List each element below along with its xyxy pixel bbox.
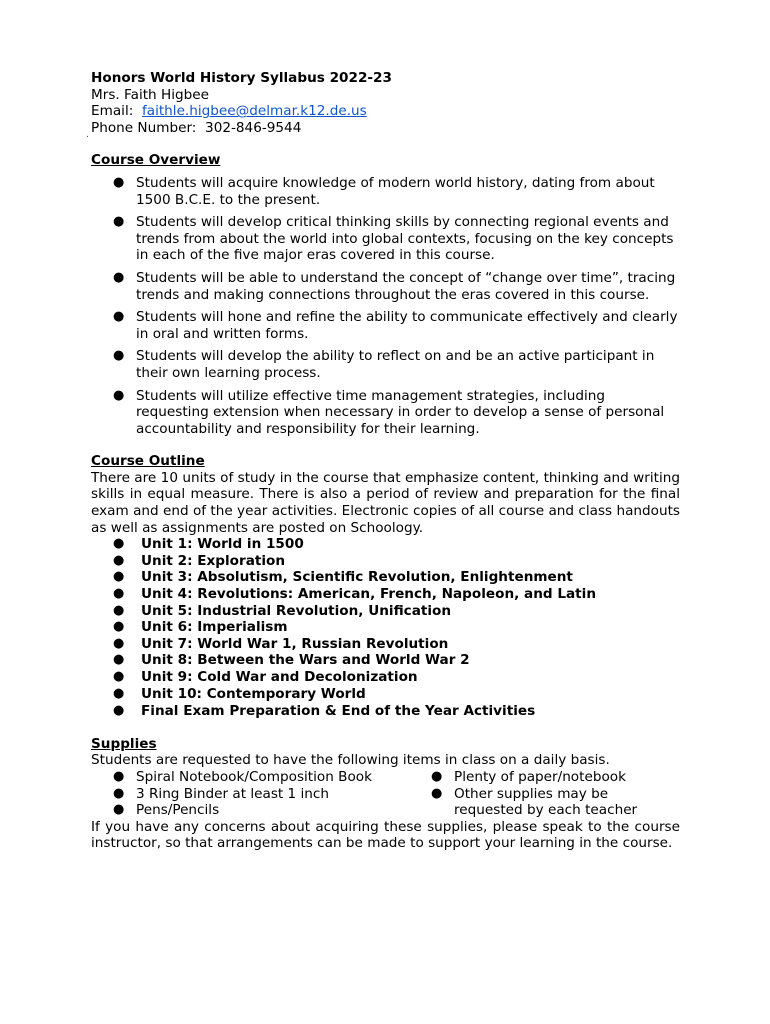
stray-mark: . — [86, 130, 89, 140]
course-overview-heading: Course Overview — [91, 152, 221, 169]
unit-item — [91, 686, 680, 703]
document-header — [91, 70, 680, 136]
email-line — [91, 103, 680, 120]
supply-item — [91, 786, 409, 803]
overview-item — [91, 348, 680, 381]
phone-label: Phone Number: — [91, 119, 197, 136]
unit-item-text: Unit 8: Between the Wars and World War 2 — [141, 652, 470, 669]
phone-line — [91, 120, 680, 137]
overview-item-text: Students will utilize effective time management strategies, including requesting extension when necessary in order to develop a sense of personal accountability and responsibility for their learning. — [136, 387, 665, 437]
overview-item — [91, 388, 680, 438]
supply-item-text: Other supplies may be requested by each teacher — [454, 785, 638, 819]
supply-item — [409, 769, 680, 786]
bullet-icon: ● — [113, 214, 125, 230]
unit-item-text: Unit 4: Revolutions: American, French, Napoleon, and Latin — [141, 586, 597, 603]
bullet-icon: ● — [431, 768, 443, 784]
unit-item-text: Unit 10: Contemporary World — [141, 685, 366, 702]
bullet-icon: ● — [113, 635, 125, 651]
unit-item — [91, 553, 680, 570]
bullet-icon: ● — [113, 669, 125, 684]
supply-item-text: Spiral Notebook/Composition Book — [136, 768, 372, 785]
document-title: Honors World History Syllabus 2022-23 — [91, 70, 392, 86]
supplies-right-list — [409, 769, 680, 819]
supplies-section — [91, 736, 680, 852]
unit-item-text: Unit 2: Exploration — [141, 552, 286, 569]
unit-item — [91, 603, 680, 620]
unit-item — [91, 536, 680, 553]
unit-item-text: Unit 9: Cold War and Decolonization — [141, 669, 418, 685]
bullet-icon: ● — [113, 387, 125, 403]
overview-item-text: Students will acquire knowledge of modern world history, dating from about 1500 B.C.E. to the present. — [136, 174, 655, 208]
bullet-icon: ● — [113, 536, 125, 552]
supply-item — [409, 786, 680, 819]
unit-item — [91, 569, 680, 586]
units-list — [91, 536, 680, 720]
unit-item-text: Unit 1: World in 1500 — [141, 536, 304, 553]
supply-item-text: 3 Ring Binder at least 1 inch — [136, 785, 330, 802]
bullet-icon: ● — [113, 309, 125, 325]
unit-item-text: Unit 5: Industrial Revolution, Unification — [141, 602, 452, 619]
unit-item-text: Unit 7: World War 1, Russian Revolution — [141, 635, 449, 652]
overview-item — [91, 175, 680, 208]
supplies-heading: Supplies — [91, 735, 157, 752]
bullet-icon: ● — [113, 802, 125, 818]
overview-item-text: Students will hone and refine the ability to communicate effectively and clearly in oral and written forms. — [136, 309, 678, 342]
bullet-icon: ● — [113, 685, 125, 701]
overview-list — [91, 175, 680, 437]
bullet-icon: ● — [113, 569, 125, 585]
supply-item-text: Plenty of paper/notebook — [454, 768, 626, 785]
bullet-icon: ● — [113, 269, 125, 285]
unit-item-text: Unit 3: Absolutism, Scientific Revolution, Enlightenment — [141, 569, 573, 586]
unit-item — [91, 619, 680, 636]
teacher-name: Mrs. Faith Higbee — [91, 86, 209, 103]
document-body — [91, 70, 680, 852]
bullet-icon: ● — [431, 785, 443, 801]
overview-item — [91, 214, 680, 264]
overview-item-text: Students will develop the ability to reflect on and be an active participant in their own learning process. — [136, 348, 655, 381]
unit-item — [91, 652, 680, 669]
overview-item-text: Students will be able to understand the concept of “change over time”, tracing trends and making connections throughout the eras covered in this course. — [136, 269, 676, 303]
course-outline-section — [91, 453, 680, 720]
course-outline-heading: Course Outline — [91, 453, 205, 470]
supply-item — [91, 802, 409, 819]
unit-item-text: Final Exam Preparation & End of the Year Activities — [141, 703, 536, 720]
course-overview-section — [91, 152, 680, 437]
supplies-left-list — [91, 769, 409, 819]
email-label: Email: — [91, 103, 134, 120]
course-outline-intro: There are 10 units of study in the course that emphasize content, thinking and writing skills in equal measure. There is also a period of review and preparation for the final exam and end of the year activities. Electronic copies of all course and class handouts as well as assignments are posted on Schoology. — [91, 469, 680, 536]
supplies-intro: Students are requested to have the following items in class on a daily basis. — [91, 752, 610, 769]
bullet-icon: ● — [113, 768, 125, 784]
unit-item — [91, 703, 680, 720]
bullet-icon: ● — [113, 174, 125, 190]
bullet-icon: ● — [113, 602, 125, 618]
supply-item-text: Pens/Pencils — [136, 802, 220, 819]
bullet-icon: ● — [113, 348, 125, 364]
overview-item — [91, 309, 680, 342]
bullet-icon: ● — [113, 552, 125, 568]
bullet-icon: ● — [113, 619, 125, 635]
supplies-closing: If you have any concerns about acquiring these supplies, please speak to the course instructor, so that arrangements can be made to support your learning in the course. — [91, 818, 680, 852]
supply-item — [91, 769, 409, 786]
unit-item — [91, 669, 680, 686]
email-link[interactable]: faithle.higbee@delmar.k12.de.us — [141, 103, 367, 120]
bullet-icon: ● — [113, 703, 125, 719]
unit-item — [91, 636, 680, 653]
bullet-icon: ● — [113, 652, 125, 668]
bullet-icon: ● — [113, 586, 125, 602]
supplies-columns — [91, 769, 680, 819]
unit-item — [91, 586, 680, 603]
bullet-icon: ● — [113, 785, 125, 801]
overview-item — [91, 270, 680, 303]
phone-number: 302-846-9544 — [205, 119, 302, 136]
overview-item-text: Students will develop critical thinking skills by connecting regional events and trends from about the world into global contexts, focusing on the key concepts in each of the five major eras covered in this course. — [136, 214, 674, 264]
unit-item-text: Unit 6: Imperialism — [141, 619, 288, 636]
